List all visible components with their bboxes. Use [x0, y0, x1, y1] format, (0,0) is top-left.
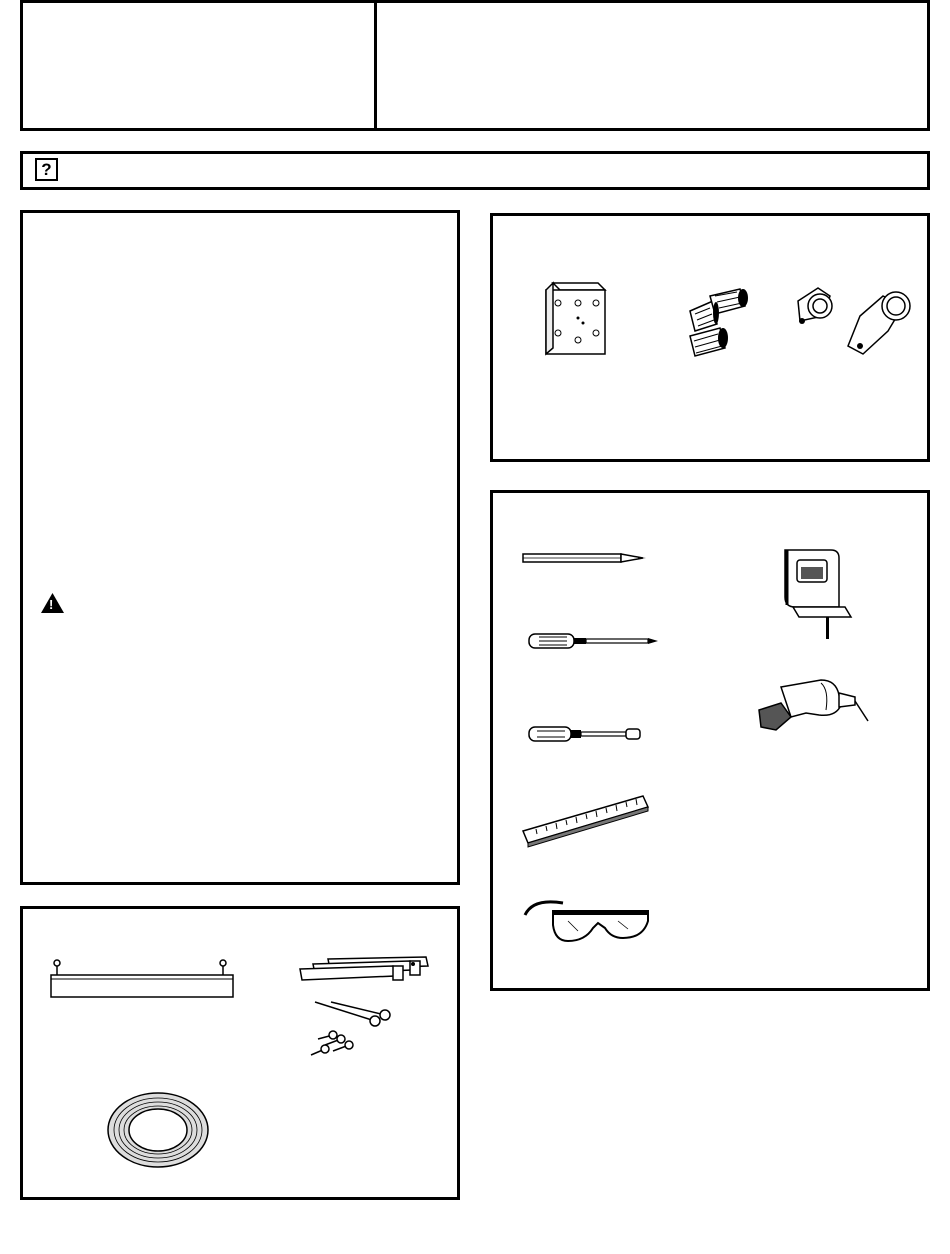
- jigsaw-icon: [773, 545, 853, 643]
- conduit-connectors-icon: [788, 276, 918, 366]
- warning-symbol: !: [49, 597, 54, 612]
- electrical-box-icon: [543, 278, 608, 358]
- phillips-screwdriver-icon: [527, 629, 662, 653]
- tools-panel: [490, 490, 930, 991]
- drill-icon: [751, 675, 871, 737]
- header-box: [20, 0, 930, 131]
- nut-driver-icon: [527, 723, 647, 745]
- header-divider: [374, 3, 377, 128]
- wire-nuts-icon: [685, 286, 760, 361]
- mounting-brackets-icon: [298, 954, 433, 994]
- safety-glasses-icon: [523, 893, 653, 948]
- foam-tape-roll-icon: [103, 1089, 213, 1171]
- supplied-parts-panel: [20, 906, 460, 1200]
- ruler-icon: [521, 791, 651, 849]
- question-bar: [20, 151, 930, 190]
- parts-panel: [490, 213, 930, 462]
- screws-icon: [303, 999, 393, 1061]
- filler-strip-icon: [45, 959, 240, 1001]
- pencil-icon: [521, 551, 651, 565]
- instructions-panel: [20, 210, 460, 885]
- question-mark-icon: ?: [35, 158, 58, 181]
